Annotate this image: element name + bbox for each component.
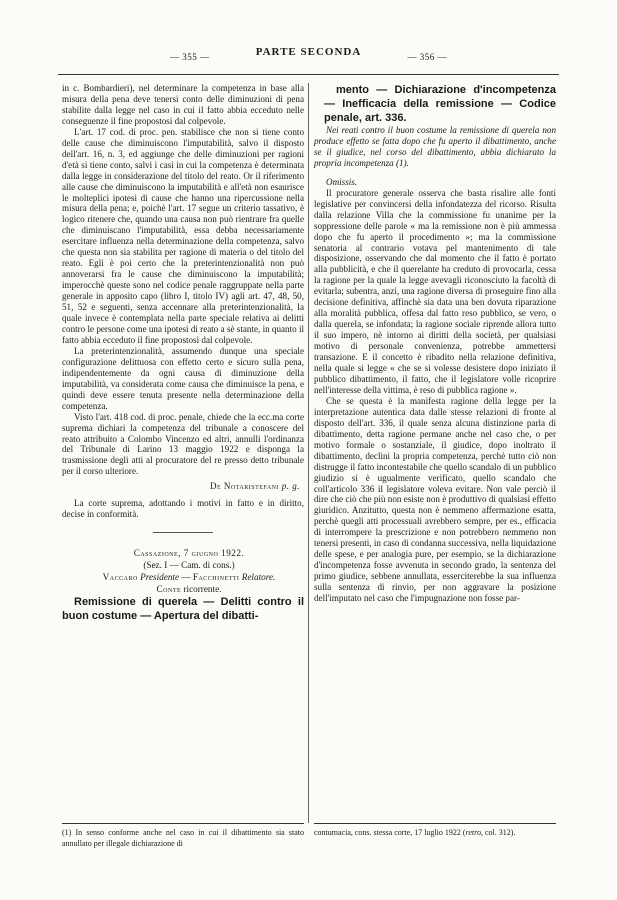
right-column (314, 83, 556, 604)
case-section: (Sez. I — Cam. di cons.) (143, 560, 235, 571)
signature-name: De Notaristefani (210, 481, 279, 492)
paragraph: Che se questa è la manifesta ragione della legge per la interpretazione autentica data dalle stesse relazioni di fronte al disposto dell'art. 336, il quale senza alcuna distinzione parla di dibattimento, detta ragione permane anche nel caso che, o per motivo formale o sostanziale, il giudice, dopo inoltrato il dibattimento, declini la propria competenza, perchè tutto ciò non distrugge il fatto incontestabile che quello scandalo di un pubblico giudizio si è ugualmente verificato, quello scandalo che coll'articolo 336 il legislatore voleva evitare. Non vale perciò il dire che ciò che più non esiste non è produttivo di qualsiasi effetto giuridico. Anzitutto, questa non è nemmeno affermazione esatta, perchè quegli atti processuali avrebbero sempre, per es., efficacia di interrompere la prescrizione e non potrebbero nemmeno non tenersi presenti, in caso di condanna successiva, nella liquidazione delle spese, e per analogia pure, per esempio, se la dichiarazione d'incompetenza fosse avvenuta in secondo grado, la sentenza del primo giudice, sebbene annullata, esserciterebbe la sua influenza sulla sentenza di rinvio, per non aggravare la posizione dell'imputato nel caso che l'impugnazione non fosse par- (314, 395, 556, 604)
header-rule (58, 74, 559, 75)
president-role: Presidente (140, 572, 180, 583)
case-headline-continued: mento — Dichiarazione d'incompetenza — Inefficacia della remissione — Codice penale, art. 336. (324, 84, 556, 124)
omissis: Omissis. (326, 176, 358, 187)
column-divider (308, 83, 309, 823)
rapporteur-name: Facchinetti (192, 572, 240, 583)
page-number-right: — 356 — (407, 52, 447, 62)
left-column (62, 83, 304, 623)
signature (62, 481, 300, 492)
case-headline: Remissione di querela — Delitti contro il buon costume — Apertura del dibatti- (62, 596, 304, 623)
page-number-left: — 355 — (170, 52, 210, 62)
footnote-text: contumacia, cons. stessa corte, 17 luglio 1922 ( (314, 828, 466, 837)
footnote-left: (1) In senso conforme anche nel caso in cui il dibattimento sia stato annullato per illegale dichiarazione di (62, 828, 304, 848)
paragraph: La preterintenzionalità, assumendo dunque una speciale configurazione delittuosa con effetto certo e sicuro sulla pena, indipendentemente da ogni causa di diminuzione della imputabilità, va considerata come causa che diminuisce la pena, e quindi deve essere tenuta presente nella determinazione della competenza. (62, 345, 304, 411)
footnote-rule-right (314, 823, 556, 824)
signature-abbr: p. g. (281, 481, 300, 492)
paragraph: Il procuratore generale osserva che basta risalire alle fonti legislative per convincersi della infondatezza del ricorso. Risulta dalla relazione Villa che la commissione fu unanime per la soppressione delle parole « ma la remissione non è più ammessa dopo che fu aperto il procedimento »; ma la commissione senatoria al contrario votava pel mantenimento di tale disposizione, osservando che dal momento che il fatto è portato alla pubblicità, e che il querelante ha creduto di provocarla, cessa la ragione per la quale la legge avevagli riconosciuto la facoltà di evitarla; subentra, anzi, una ragione diversa di proseguire fino alla decisione definitiva, affinchè sia data una ben dovuta riparazione alla moralità pubblica, offesa dal fatto reso pubblico, se vero, o dalla querela, se infondata; la ragione sociale riprende allora tutto il suo impero, nè intorno ai diritti della società, per qualsiasi motivo di personale convenienza, potrebbe ammettersi transazione. E il concetto è ribadito nella relazione definitiva, nella quale si legge « che se si volesse desistere dopo iniziato il pubblico dibattimento, il fatto, che il legislatore volle ricoprire nell'interesse della vittima, è reso di pubblica ragione ». (314, 187, 556, 395)
footnote-rule-left (62, 823, 304, 824)
case-maxim: Nei reati contro il buon costume la remissione di querela non produce effetto se fatta dopo che fu aperto il dibattimento, anche se il giudice, nel corso del dibattimento, abbia dichiarato la propria incompetenza (1). (314, 125, 556, 168)
court-date: Cassazione, 7 giugno 1922. (133, 548, 245, 559)
president-name: Vaccaro (102, 572, 138, 583)
footnote-right (314, 828, 556, 839)
paragraph: Visto l'art. 418 cod. di proc. penale, chiede che la ecc.ma corte suprema dichiari la competenza del tribunale a conoscere del reato attribuito a Colombo Vincenzo ed altri, annulli l'ordinanza del Tribunale di Larino 13 maggio 1922 e disponga la trasmissione degli atti al procuratore del re presso detto tribunale per il corso ulteriore. (62, 411, 304, 477)
appellant-name: Conte (156, 584, 182, 595)
page-header (58, 40, 559, 66)
appellant-role: ricorrente. (183, 584, 222, 595)
running-title: PARTE SECONDA (255, 46, 362, 58)
case-appellant (62, 583, 304, 595)
case-judges: Vaccaro Presidente — Facchinetti Relatore. (102, 572, 276, 583)
closing-paragraph: La corte suprema, adottando i motivi in fatto e in diritto, decise in conformità. (62, 498, 304, 520)
footnote-retro: retro (465, 828, 481, 837)
rapporteur-role: Relatore. (241, 572, 276, 583)
paragraph: L'art. 17 cod. di proc. pen. stabilisce che non si tiene conto delle cause che diminuiscono l'imputabilità, salvo il disposto dell'art. 16, n. 3, ed aggiunge che delle diminuzioni per ragioni d'età si tiene conto, salvi i casi in cui la competenza è determinata dalla legge in considerazione del titolo del reato. Or il riferimento alle cause che diminuiscono la imputabilità e all'età non esaurisce le molteplici ipotesi di cause che hanno una ripercussione nella misura della pena; e, poichè l'art. 17 segue un criterio tassativo, è logico ritenere che, quando una causa non può rientrare fra quelle che diminuiscano l'imputabilità, essa debba necessariamente esercitare influenza nella determinazione della competenza, salvo che questa non sia stabilita per ragione di materia o del titolo del reato. Egli è poi certo che la preterintenzionalità non può annoverarsi fra le cause che diminuiscono la imputabilità; imperocchè queste sono nel codice penale raggruppate nella parte generale in apposito capo (libro I, titolo IV) agli art. 47, 48, 50, 51, 52 e seguenti, senza accennare alla preterintenzionalità, la quale invece è contemplata nella parte speciale relativa ai delitti contro le persone come una ipotesi di reato a sè stante, in quanto il fatto abbia ecceduto il fine propostosi dal colpevole. (62, 126, 304, 345)
separator-rule (153, 532, 213, 533)
case-court-date (62, 547, 304, 559)
paragraph: in c. Bombardieri), nel determinare la competenza in base alla misura della pena deve tenersi conto delle diminuzioni di pena stabilite dalla legge nel caso in cui il fatto abbia ecceduto nelle conseguenze il fine propostosi dal colpevole. (62, 83, 304, 126)
footnote-text-end: , col. 312). (480, 828, 516, 837)
